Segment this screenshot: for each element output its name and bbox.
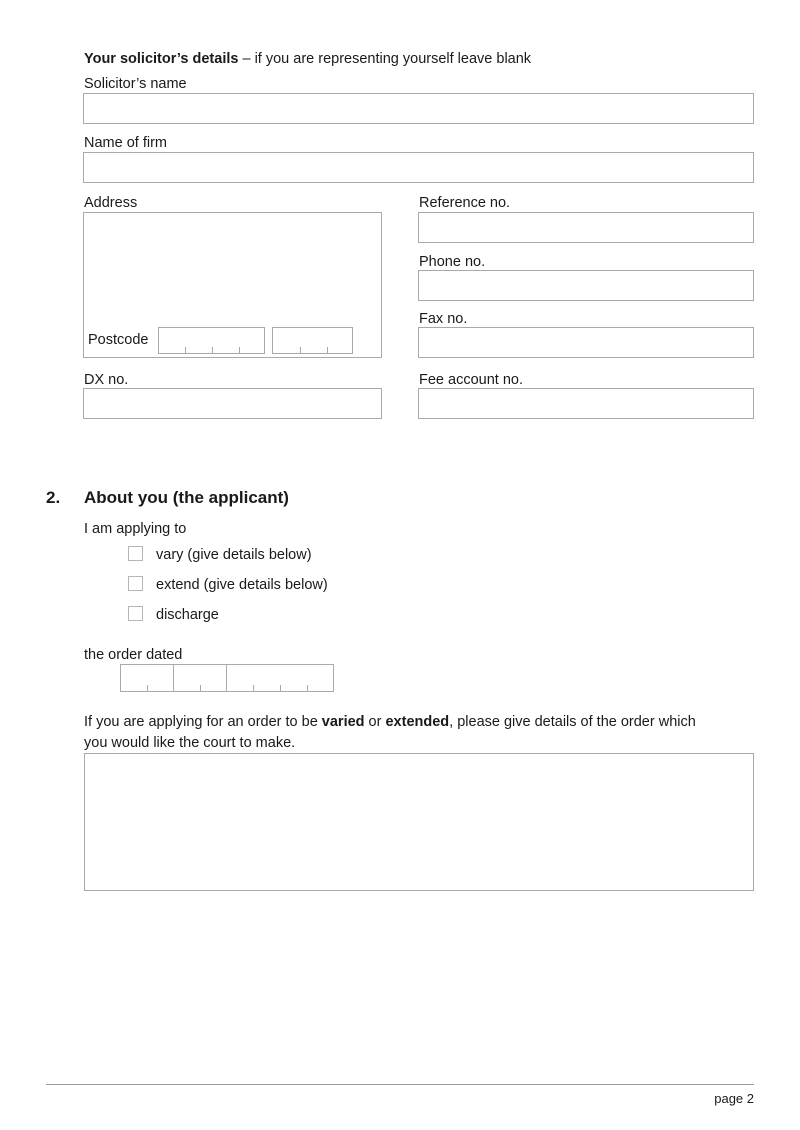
discharge-checkbox[interactable] xyxy=(128,606,143,621)
extend-option-label: extend (give details below) xyxy=(156,577,328,593)
footer-divider xyxy=(46,1084,754,1085)
postcode-label: Postcode xyxy=(88,332,149,348)
details-instruction-line1 xyxy=(84,713,696,731)
reference-field[interactable] xyxy=(418,212,754,243)
details-prefix: If you are applying for an order to be xyxy=(84,714,322,730)
vary-option-label: vary (give details below) xyxy=(156,547,312,563)
solicitor-heading-bold: Your solicitor’s details xyxy=(84,51,239,67)
postcode-field-part2[interactable] xyxy=(272,327,353,354)
solicitor-heading-note: – if you are representing yourself leave blank xyxy=(238,51,532,67)
solicitor-name-label: Solicitor’s name xyxy=(84,76,187,92)
order-date-day-field[interactable] xyxy=(120,664,174,692)
fax-field[interactable] xyxy=(418,327,754,358)
dx-label: DX no. xyxy=(84,372,129,388)
page-number: page 2 xyxy=(714,1091,754,1106)
address-label: Address xyxy=(84,195,138,211)
firm-name-label: Name of firm xyxy=(84,135,167,151)
reference-label: Reference no. xyxy=(419,195,511,211)
section-title: About you (the applicant) xyxy=(84,488,289,507)
section-number: 2. xyxy=(46,488,61,507)
details-varied: varied xyxy=(321,714,365,730)
order-date-year-field[interactable] xyxy=(226,664,334,692)
order-date-month-field[interactable] xyxy=(173,664,227,692)
details-or: or xyxy=(364,714,386,730)
phone-field[interactable] xyxy=(418,270,754,301)
fax-label: Fax no. xyxy=(419,311,468,327)
applying-label: I am applying to xyxy=(84,521,187,537)
phone-label: Phone no. xyxy=(419,254,486,270)
dx-field[interactable] xyxy=(83,388,382,419)
solicitor-name-field[interactable] xyxy=(83,93,754,124)
firm-name-field[interactable] xyxy=(83,152,754,183)
extend-checkbox[interactable] xyxy=(128,576,143,591)
vary-checkbox[interactable] xyxy=(128,546,143,561)
discharge-option-label: discharge xyxy=(156,607,219,623)
details-instruction-line2: you would like the court to make. xyxy=(84,735,296,751)
postcode-field-part1[interactable] xyxy=(158,327,265,354)
solicitor-details-heading xyxy=(84,50,531,68)
fee-account-field[interactable] xyxy=(418,388,754,419)
fee-account-label: Fee account no. xyxy=(419,372,523,388)
details-extended: extended xyxy=(385,714,450,730)
order-dated-label: the order dated xyxy=(84,647,183,663)
details-suffix: , please give details of the order which xyxy=(449,714,696,730)
order-details-field[interactable] xyxy=(84,753,754,891)
